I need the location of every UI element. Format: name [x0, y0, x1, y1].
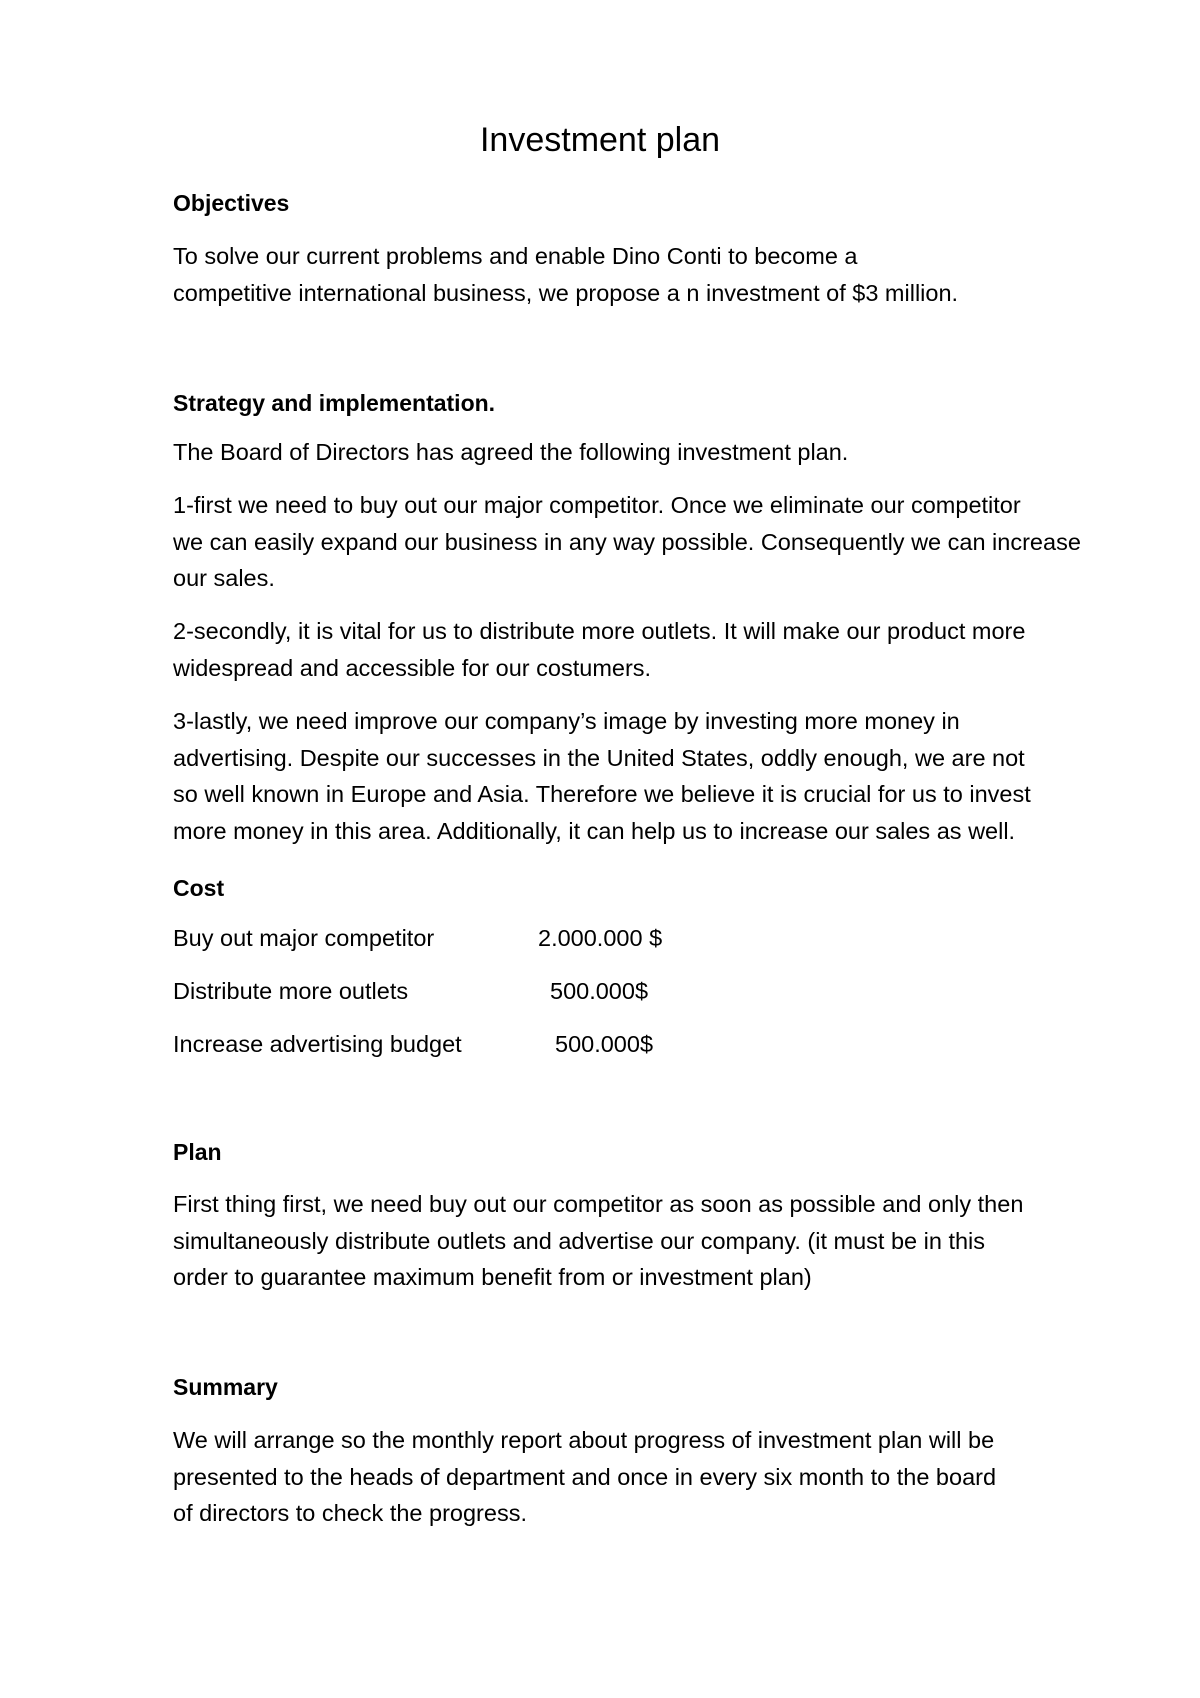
cost-amount: 500.000$ — [550, 978, 649, 1004]
document-title: Investment plan — [479, 121, 721, 159]
summary-line: We will arrange so the monthly report about progress of investment plan will be — [173, 1427, 995, 1453]
strategy-point-1 — [173, 487, 1133, 597]
plan-line: order to guarantee maximum benefit from or investment plan) — [173, 1264, 812, 1290]
strategy-intro — [173, 434, 1133, 471]
cost-row — [173, 1026, 773, 1062]
strategy-point-3 — [173, 703, 1133, 849]
summary-heading: Summary — [173, 1374, 278, 1400]
plan-line: First thing first, we need buy out our competitor as soon as possible and only then — [173, 1191, 1024, 1217]
point-3-line: advertising. Despite our successes in the United States, oddly enough, we are not — [173, 744, 1025, 771]
cost-amount: 500.000$ — [555, 1031, 654, 1057]
point-1-line: we can easily expand our business in any way possible. Consequently we can increase — [173, 528, 1081, 555]
objectives-line: To solve our current problems and enable Dino Conti to become a — [173, 243, 858, 269]
cost-amount: 2.000.000 $ — [538, 925, 663, 951]
summary-line: presented to the heads of department and once in every six month to the board — [173, 1463, 997, 1490]
objectives-heading: Objectives — [173, 190, 290, 216]
point-3-line: more money in this area. Additionally, it can help us to increase our sales as well. — [173, 817, 1016, 844]
point-3-line: 3-lastly, we need improve our company’s image by investing more money in — [173, 708, 960, 734]
strategy-point-2 — [173, 613, 1133, 686]
plan-paragraph — [173, 1186, 1133, 1296]
cost-label: Increase advertising budget — [173, 1031, 462, 1057]
point-1-line: our sales. — [173, 565, 275, 591]
objectives-paragraph — [173, 238, 1133, 311]
strategy-intro-line: The Board of Directors has agreed the following investment plan. — [173, 439, 849, 465]
objectives-line: competitive international business, we propose a n investment of $3 million. — [173, 279, 959, 306]
point-3-line: so well known in Europe and Asia. Therefore we believe it is crucial for us to invest — [173, 781, 1031, 807]
cost-label: Buy out major competitor — [173, 925, 435, 951]
strategy-heading: Strategy and implementation. — [173, 390, 496, 416]
cost-label: Distribute more outlets — [173, 978, 409, 1004]
summary-paragraph — [173, 1422, 1133, 1532]
point-1-line: 1-first we need to buy out our major competitor. Once we eliminate our competitor — [173, 492, 1021, 518]
plan-heading: Plan — [173, 1139, 222, 1165]
cost-heading: Cost — [173, 875, 225, 901]
point-2-line: widespread and accessible for our costumers. — [173, 654, 652, 681]
plan-line: simultaneously distribute outlets and advertise our company. (it must be in this — [173, 1227, 986, 1254]
cost-row — [173, 920, 773, 956]
point-2-line: 2-secondly, it is vital for us to distribute more outlets. It will make our product more — [173, 618, 1026, 644]
cost-row — [173, 973, 773, 1009]
summary-line: of directors to check the progress. — [173, 1500, 527, 1526]
